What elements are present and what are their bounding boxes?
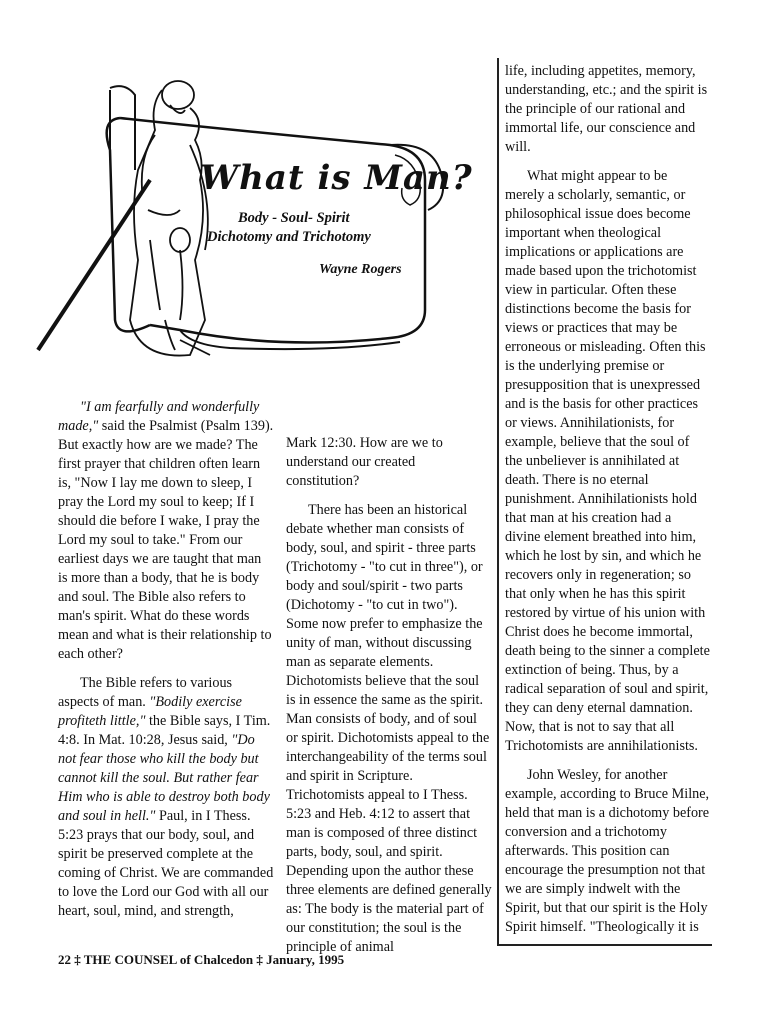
article-author: Wayne Rogers bbox=[319, 262, 402, 277]
paragraph: Mark 12:30. How are we to understand our created constitution? bbox=[286, 435, 443, 489]
quote-matthew: "Do not fear those who kill the body but cannot kill the soul. But rather fear Him who is able to destroy both body and soul in hell." bbox=[58, 732, 270, 824]
column-2 bbox=[286, 434, 492, 967]
staff bbox=[38, 180, 150, 350]
paragraph: What might appear to be merely a scholarly, semantic, or philosophical issue does become important when theological implications or applications are made based upon the trichotomist view in particular. Often these distinctions become the basis for views or practices that may be erroneous or misleading. Often this is the underlying premise or presupposition that is unexpressed and is the basis for other practices or views. Annihilationists, for example, believe that the soul of the unbeliever is annihilated at death. There is no eternal punishment. Annihilationists hold that man at his creation had a divine element breathed into him, which he lost by sin, and which he recovers only in regeneration; so that only when he has this spirit restored by virtue of his union with Christ does he become immortal, death being to the sinner a complete extinction of being. Thus, by a radical separation of soul and spirit, they can deny eternal damnation. Now, that is not to say that all Trichotomists are annihilationists. bbox=[505, 168, 710, 754]
paragraph: John Wesley, for another example, according to Bruce Milne, held that man is a dichotomy before conversion and a trichotomy afterwards. This position can encourage the presumption not that we are simply indwelt with the Spirit, but that our spirit is the Holy Spirit himself. "Theologically it is bbox=[505, 767, 710, 935]
paragraph-text: The Bible refers to various aspects of man. bbox=[58, 675, 233, 710]
article-subtitle-line1: Body - Soul- Spirit bbox=[238, 210, 350, 226]
column-3 bbox=[505, 62, 710, 947]
article-subtitle-line2: Dichotomy and Trichotomy bbox=[207, 229, 371, 245]
paragraph bbox=[58, 674, 274, 921]
paragraph bbox=[58, 398, 274, 664]
paragraph: There has been an historical debate whether man consists of body, soul, and spirit - three parts (Trichotomy - "to cut in three"), or body and soul/spirit - two parts (Dichotomy - "to cut in two"). Some now prefer to emphasize the unity of man, without discussing man as separate elements. Dichotomists believe that the soul is in essence the same as the spirit. Man consists of body, and of soul or spirit. Dichotomists appeal to the interchangeability of the terms soul and spirit in Scripture. Trichotomists appeal to I Thess. 5:23 and Heb. 4:12 to assert that man is composed of three distinct parts, body, soul, and spirit. Depending upon the author these three elements are defined generally as: The body is the material part of our constitution; the soul is the principle of animal bbox=[286, 502, 492, 955]
column-1 bbox=[58, 398, 274, 931]
quote-psalm: "I am fearfully and wonderfully made," bbox=[58, 399, 260, 434]
article-title: What is Man? bbox=[200, 158, 473, 198]
paragraph-text: said the Psalmist (Psalm 139). But exactly how are we made? The first prayer that children often learn is, "Now I lay me down to sleep, I pray the Lord my soul to keep; If I should die before I wake, I pray the Lord my soul to take." From our earliest days we are taught that man is more than a body, that he is body and soul. The Bible also refers to man's spirit. What do these words mean and what is their relationship to each other? bbox=[58, 418, 274, 662]
paragraph: life, including appetites, memory, understanding, etc.; and the spirit is the principle of our rational and immortal life, our conscience and will. bbox=[505, 63, 708, 155]
page-footer: 22 ‡ THE COUNSEL of Chalcedon ‡ January, 1995 bbox=[58, 952, 345, 967]
quote-timothy: "Bodily exercise profiteth little," bbox=[58, 694, 242, 729]
paragraph-text: the Bible says, I Tim. 4:8. In Mat. 10:28, Jesus said, bbox=[58, 713, 271, 748]
column-divider bbox=[497, 58, 499, 946]
paragraph-text: Paul, in I Thess. 5:23 prays that our body, soul, and spirit be preserved complete at the coming of Christ. We are commanded to love the Lord our God with all our heart, soul, mind, and strength, bbox=[58, 808, 274, 919]
footer-rule bbox=[497, 944, 712, 946]
